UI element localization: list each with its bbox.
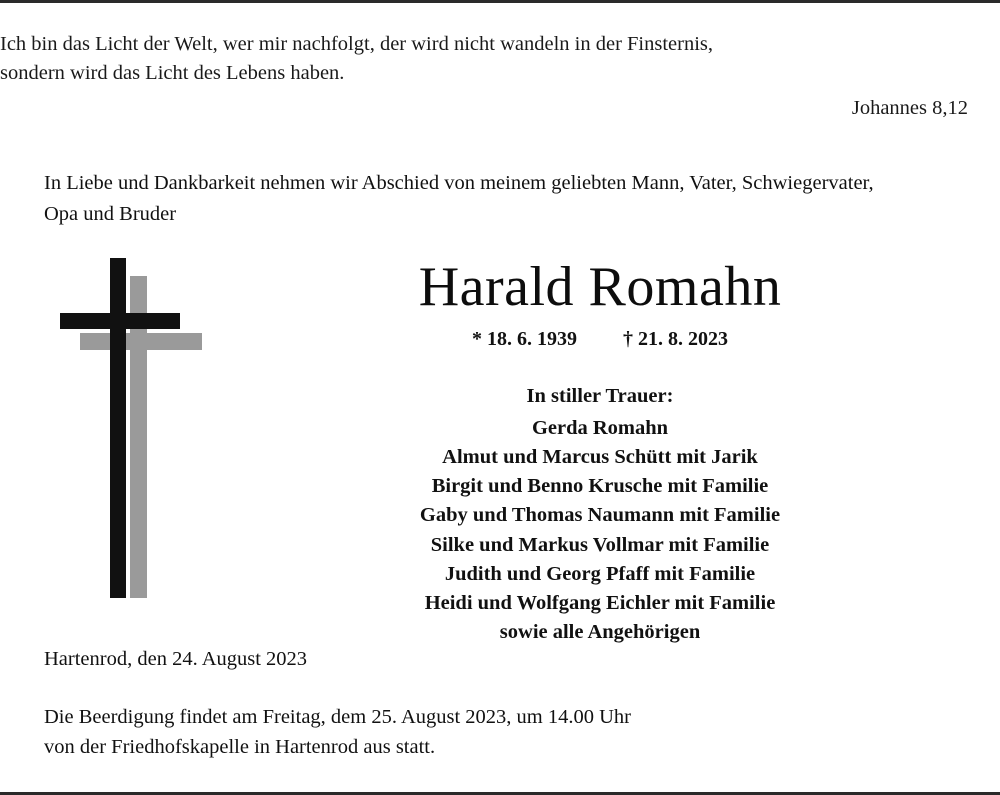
cross-vertical-bar bbox=[110, 258, 126, 598]
funeral-details bbox=[44, 703, 944, 762]
place-and-date: Hartenrod, den 24. August 2023 bbox=[44, 648, 308, 670]
verse-line-2: der wird nicht wandeln in der Finsternis, bbox=[379, 33, 714, 55]
intro-text: In Liebe und Dankbarkeit nehmen wir Abschied von meinem geliebten Mann, Vater, Schwiegervater, Opa und Bruder bbox=[44, 172, 874, 225]
funeral-line-1: Die Beerdigung findet am Freitag, dem 25. August 2023, um 14.00 Uhr bbox=[44, 706, 632, 728]
list-item: Gerda Romahn bbox=[531, 417, 669, 440]
funeral-line-2: von der Friedhofskapelle in Hartenrod aus statt. bbox=[44, 735, 436, 758]
top-rule bbox=[0, 0, 1000, 3]
christian-cross-icon bbox=[52, 258, 217, 603]
list-item: Almut und Marcus Schütt mit Jarik bbox=[442, 446, 758, 469]
mourners-heading: In stiller Trauer: bbox=[526, 385, 674, 407]
verse-line-1: Ich bin das Licht der Welt, wer mir nachfolgt, bbox=[0, 33, 375, 55]
mourners-list bbox=[240, 382, 960, 647]
list-item: Judith und Georg Pfaff mit Familie bbox=[444, 562, 756, 585]
list-item: Silke und Markus Vollmar mit Familie bbox=[430, 533, 770, 556]
cross-horizontal-shadow bbox=[80, 333, 202, 350]
verse-line-3: sondern wird das Licht des Lebens haben. bbox=[0, 62, 345, 85]
list-item: Birgit und Benno Krusche mit Familie bbox=[431, 475, 769, 498]
bible-verse bbox=[0, 30, 968, 123]
cross-horizontal-bar bbox=[60, 313, 180, 329]
verse-source: Johannes 8,12 bbox=[851, 97, 968, 120]
list-item: sowie alle Angehörigen bbox=[499, 620, 701, 643]
list-item: Heidi und Wolfgang Eichler mit Familie bbox=[424, 591, 776, 614]
birth-date: * 18. 6. 1939 bbox=[472, 328, 577, 350]
deceased-name: Harald Romahn bbox=[418, 256, 782, 318]
death-date: † 21. 8. 2023 bbox=[623, 328, 728, 350]
deceased-dates bbox=[240, 328, 960, 351]
list-item: Gaby und Thomas Naumann mit Familie bbox=[419, 504, 781, 527]
